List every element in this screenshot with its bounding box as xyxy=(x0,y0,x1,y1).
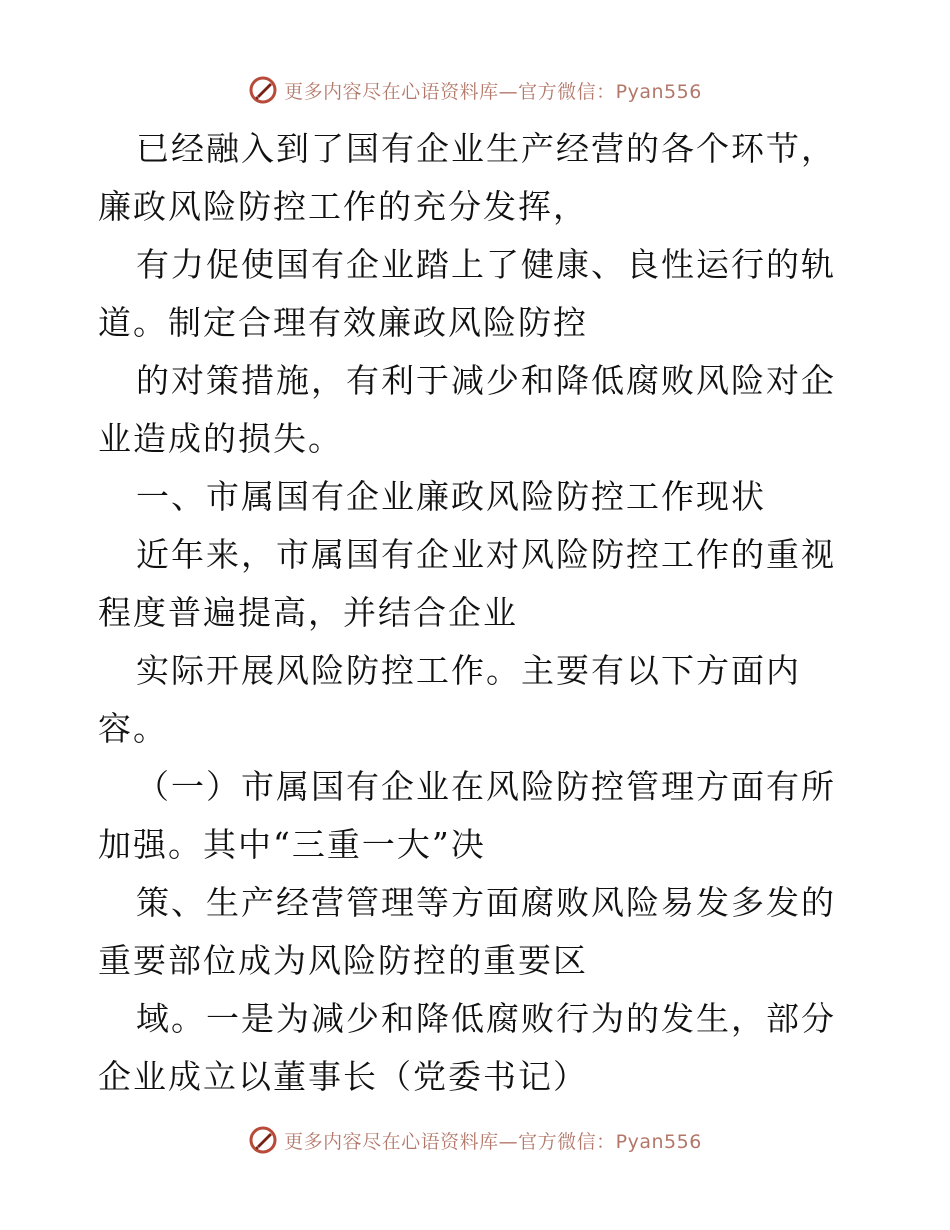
footer-watermark xyxy=(0,1120,950,1160)
watermark-text: 更多内容尽在心语资料库—官方微信：Pyan556 xyxy=(284,80,702,103)
paragraph: 策、生产经营管理等方面腐败风险易发多发的重要部位成为风险防控的重要区 xyxy=(98,883,836,980)
header-watermark xyxy=(0,70,950,110)
paragraph: 有力促使国有企业踏上了健康、良性运行的轨道。制定合理有效廉政风险防控 xyxy=(98,245,836,342)
section-heading: 一、市属国有企业廉政风险防控工作现状 xyxy=(136,477,766,516)
paragraph: 已经融入到了国有企业生产经营的各个环节，廉政风险防控工作的充分发挥， xyxy=(98,129,836,226)
document-body xyxy=(98,120,858,1106)
paragraph: 实际开展风险防控工作。主要有以下方面内容。 xyxy=(98,651,801,748)
watermark-text: 更多内容尽在心语资料库—官方微信：Pyan556 xyxy=(284,1130,702,1153)
paragraph: 域。一是为减少和降低腐败行为的发生，部分企业成立以董事长（党委书记） xyxy=(98,999,836,1096)
paragraph: 的对策措施，有利于减少和降低腐败风险对企业造成的损失。 xyxy=(98,361,836,458)
quill-logo-icon xyxy=(248,75,278,105)
paragraph: （一）市属国有企业在风险防控管理方面有所加强。其中“三重一大”决 xyxy=(98,767,836,864)
quill-logo-icon xyxy=(248,1125,278,1155)
paragraph: 近年来，市属国有企业对风险防控工作的重视程度普遍提高，并结合企业 xyxy=(98,535,836,632)
